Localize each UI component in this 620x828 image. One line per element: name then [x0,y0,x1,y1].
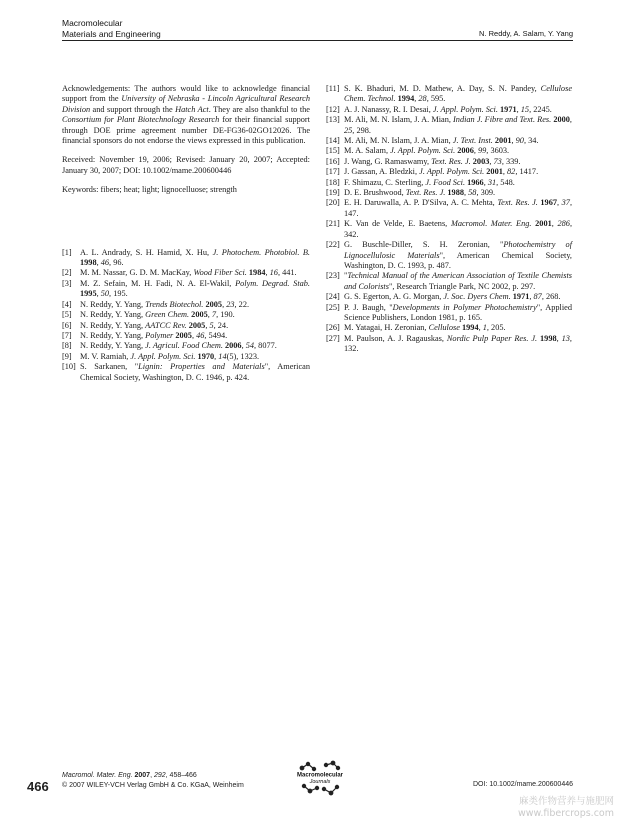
text-run: M. A. Salam, [344,146,391,156]
reference-number: [27] [326,333,340,343]
text-run: 23 [226,299,235,309]
reference-number: [13] [326,115,340,125]
received-dates: Received: November 19, 2006; Revised: January 20, 2007; Accepted: January 30, 2007; DOI: 10.1002/mame.200600446 [62,155,310,175]
text-run: 2005 [205,299,223,309]
reference-item [62,248,310,269]
acknowledgements [62,84,310,146]
text-run: Macromol. Mater. Eng. [450,219,532,229]
reference-item [326,292,572,302]
text-run: 1995 [80,289,97,299]
text-run: , [529,292,534,302]
text-run: ", Applied Science Publishers, London 1981, p. 165. [344,302,573,322]
text-run: 2005 [175,330,192,340]
text-run: , [96,258,101,268]
text-run: 1994 [397,94,415,104]
text-run: , [241,341,246,351]
reference-number: [24] [326,292,340,302]
text-run: 2005 [188,320,206,330]
text-run: , 3603. [486,146,510,156]
reference-number: [8] [62,341,72,351]
text-run: Acknowledgements: The authors would like to acknowledge financial support from the [62,84,310,104]
text-run: N. Reddy, Y. Yang, [80,320,146,330]
text-run: Cellulose [428,323,460,333]
text-run: , 8077. [254,341,277,351]
text-run: 25 [344,125,353,135]
text-run: S. K. Bhaduri, M. D. Mathew, A. Day, S. N. Pandey, [344,84,541,93]
text-run: 73 [493,156,502,166]
text-run: Technical Manual of the American Association of Textile Chemists and Colorists [344,271,572,291]
reference-item [62,310,310,320]
text-run: , 595. [426,94,446,104]
reference-number: [18] [326,177,340,187]
text-run: J. Appl. Polym. Sci. [432,104,498,114]
text-run: , 132. [344,333,572,354]
reference-item [326,323,572,333]
logo-text-line1: Macromolecular [296,772,344,779]
text-run: University of Nebraska - Lincoln Agricultural Research Division [62,94,310,114]
text-run: , 147. [344,198,573,218]
text-run: , 458–466 [165,772,197,779]
text-run: 292 [153,772,166,779]
text-run: M. Ali, M. N. Islam, J. A. Mian, [344,136,453,146]
text-run: , 22. [234,299,250,309]
journal-header [62,18,161,39]
text-run: J. Text. Inst. [452,136,493,146]
text-run: N. Reddy, Y. Yang, [80,310,146,320]
reference-list-left [62,248,310,383]
text-run: 1 [482,323,487,333]
text-run: 5 [209,320,214,330]
reference-item [326,105,572,115]
reference-number: [19] [326,188,340,198]
reference-number: [14] [326,136,340,146]
text-run: , [214,351,219,361]
text-run: M. Paulson, A. J. Ragauskas, [344,333,447,343]
reference-item [326,146,572,156]
text-run: , [207,310,212,320]
text-run: ", American Chemical Society, Washington, D. C. 1946, p. 424. [80,362,310,382]
text-run: , [551,219,558,229]
text-run: 46 [196,330,205,340]
running-authors: N. Reddy, A. Salam, Y. Yang [479,29,573,38]
text-run: Trends Biotechol. [145,299,204,309]
text-run: 87 [533,292,542,302]
text-run: 37 [561,198,570,208]
text-run: Green Chem. [145,310,190,320]
text-run: , [516,104,521,114]
reference-number: [6] [62,320,72,330]
text-run: , [569,115,572,125]
text-run: , [222,299,227,309]
reference-item [326,334,572,355]
reference-item [62,341,310,351]
reference-number: [5] [62,310,72,320]
page-number: 466 [27,779,49,794]
text-run: , [557,198,562,208]
reference-item [326,188,572,198]
text-run: N. Reddy, Y. Yang, [80,330,146,340]
reference-number: [11] [326,84,340,93]
text-run: G. S. Egerton, A. G. Morgan, [344,292,444,302]
text-run: A. J. Nanassy, R. I. Desai, [344,104,433,114]
text-run: 1998 [80,258,97,268]
reference-item [62,321,310,331]
text-run: , [205,320,210,330]
text-run: and support through the [90,104,176,114]
text-run: 54 [245,341,255,351]
text-run: ", Research Triangle Park, NC 2002, p. 297. [388,281,536,291]
text-run: 50 [100,289,110,299]
text-run: K. Van de Velde, E. Baetens, [344,219,451,229]
reference-item [326,157,572,167]
reference-item [62,352,310,362]
reference-number: [16] [326,156,340,166]
reference-number: [9] [62,351,72,361]
reference-number: [3] [62,278,72,288]
text-run: Indian J. Fibre and Text. Res. [453,115,552,125]
text-run: 2000 [553,115,570,125]
footer-citation [62,771,244,791]
text-run: 82 [507,167,516,177]
text-run: , 298. [352,125,371,135]
journal-citation [62,771,244,781]
text-run: J. Wang, G. Ramaswamy, [344,156,432,166]
text-run: , 342. [344,219,573,239]
text-run: M. Yatagai, H. Zeronian, [344,323,429,333]
text-run: P. J. Baugh, " [344,302,393,312]
text-run: M. Z. Sefain, M. H. Fadi, N. A. El-Wakil, [80,278,236,288]
text-run: 1971 [512,292,530,302]
reference-item [326,178,572,188]
reference-number: [21] [326,219,340,229]
copyright: © 2007 WILEY-VCH Verlag GmbH & Co. KGaA, Weinheim [62,782,244,789]
text-run: Photochemistry of Lignocellulosic Materials [344,240,572,260]
text-run: 13 [561,333,570,343]
text-run: , 195. [109,289,128,299]
reference-item [62,362,310,383]
watermark-line2: www.fibercrops.com [517,808,614,819]
text-run: 1994 [462,323,479,333]
reference-number: [2] [62,268,72,278]
text-run: J. Photochem. Photobiol. B. [212,247,310,257]
text-run: 16 [269,268,278,278]
reference-item [326,84,572,105]
text-run: N. Reddy, Y. Yang, [80,299,146,309]
text-run: 7 [211,310,217,320]
text-run: J. Food Sci. [425,177,466,187]
logo-text-line2: Journals [309,779,331,785]
text-run: , [478,323,483,333]
text-run: 2001 [486,167,503,177]
reference-item [326,240,572,271]
text-run: 90 [515,136,524,146]
text-run: E. H. Daruwalla, A. P. D'Silva, A. C. Mehta, [344,198,498,208]
text-run: 58 [468,188,477,198]
text-run: J. Agricul. Food Chem. [145,341,223,351]
text-run: , 309. [476,188,496,198]
reference-number: [20] [326,198,340,208]
reference-number: [1] [62,247,72,257]
text-run: Wood Fiber Sci. [193,268,247,278]
text-run: , [150,772,154,779]
text-run: for their financial support through DOE prime agreement number DE-FG36-02GO12026. The financial sponsors do not endorse the views expressed in this publication. [62,115,310,146]
text-run: 2003 [472,156,490,166]
text-run: , 5494. [204,330,228,340]
text-run: , [191,330,197,340]
reference-item [326,167,572,177]
text-run: 2005 [191,310,208,320]
text-run: 15 [520,104,530,114]
text-run: , [489,156,494,166]
text-run: Consortium for Plant Biotechnology Research [62,115,220,125]
text-run: 2001 [535,219,552,229]
text-run: Text. Res. J. [431,156,471,166]
keywords: Keywords: fibers; heat; light; lignocelluose; strength [62,185,237,195]
text-run: , 96. [109,258,124,268]
text-run: , 24. [213,320,229,330]
text-run: 1988 [447,188,464,198]
text-run: G. Buschle-Diller, S. H. Zeronian, " [344,240,504,250]
text-run: 1967 [540,198,557,208]
text-run: Hatch Act [175,104,209,114]
text-run: Polymer [145,330,174,340]
reference-item [326,198,572,219]
text-run: , [414,94,419,104]
reference-item [326,303,572,324]
text-run: " [344,271,348,281]
journal-name-line2: Materials and Engineering [62,28,161,39]
text-run: Polym. Degrad. Stab. [235,278,310,288]
text-run: , [511,136,516,146]
text-run: N. Reddy, Y. Yang, [80,341,146,351]
text-run: J. Gassan, A. Bledzki, [344,167,420,177]
text-run: , [96,289,101,299]
text-run: J. Appl. Polym. Sci. [130,351,196,361]
text-run: (5), 1323. [226,351,260,361]
text-run: , 34. [523,136,539,146]
text-run: , 548. [496,177,515,187]
text-run: M. Ali, M. N. Islam, J. A. Mian, [344,115,454,125]
text-run: 1998 [540,333,557,343]
reference-number: [22] [326,240,340,250]
reference-number: [7] [62,330,72,340]
text-run: Text. Res. J. [497,198,538,208]
header-rule [62,40,573,41]
text-run: 31 [487,177,497,187]
text-run: , 190. [216,310,235,320]
text-run: AATCC Rev. [145,320,187,330]
text-run: 46 [100,258,110,268]
reference-number: [12] [326,104,340,114]
left-column [62,84,310,383]
text-run: , [502,167,508,177]
text-run: 2007 [134,772,151,779]
text-run: 1984 [248,268,266,278]
text-run: 1966 [467,177,484,187]
reference-list-right [326,84,572,355]
text-run: A. L. Andrady, S. H. Hamid, X. Hu, [80,247,213,257]
text-run: S. Sarkanen, " [80,362,139,372]
text-run: J. Appl. Polym. Sci. [390,146,456,156]
reference-item [326,219,572,240]
reference-item [326,115,572,136]
text-run: , [556,333,562,343]
reference-item [62,300,310,310]
reference-number: [25] [326,302,340,312]
reference-item [326,136,572,146]
text-run: Cellulose Chem. Technol. [344,84,572,104]
text-run: D. E. Brushwood, [344,188,406,198]
reference-item [62,331,310,341]
text-run: 28 [418,94,427,104]
reference-number: [26] [326,323,340,333]
text-run: J. Appl. Polym. Sci. [419,167,485,177]
text-run: 14 [218,351,227,361]
text-run: , [483,177,488,187]
text-run: , 1417. [515,167,539,177]
reference-item [326,271,572,292]
text-run: 2006 [224,341,242,351]
text-run: 1971 [500,104,517,114]
text-run: 2006 [457,146,474,156]
text-run: 2001 [494,136,512,146]
text-run: , 268. [541,292,561,302]
reference-number: [15] [326,146,340,156]
text-run: Macromol. Mater. Eng. [62,772,133,779]
macromolecular-journals-logo [296,760,344,796]
reference-item [62,279,310,300]
text-run: M. V. Ramiah, [80,351,131,361]
right-column [326,84,572,355]
text-run: Text. Res. J. [405,188,446,198]
text-run: , 441. [277,268,297,278]
text-run: , 205. [486,323,506,333]
journal-name-line1: Macromolecular [62,18,123,28]
text-run: 1970 [197,351,215,361]
footer-doi: DOI: 10.1002/mame.200600446 [472,781,573,788]
text-run: 286 [557,219,570,229]
text-run: M. M. Nassar, G. D. M. MacKay, [80,268,194,278]
text-run: , [265,268,270,278]
text-run: J. Soc. Dyers Chem. [443,292,511,302]
text-run: F. Shimazu, C. Sterling, [344,177,426,187]
text-run: , 2245. [529,104,552,114]
reference-item [62,268,310,278]
text-run: Developments in Polymer Photochemistry [392,302,537,312]
reference-number: [23] [326,271,340,281]
text-run: Lignin: Properties and Materials [138,362,265,372]
text-run: . They are also thankful to the [208,104,310,114]
watermark-line1: 麻类作物营养与施肥网 [518,796,614,807]
reference-number: [17] [326,167,340,177]
text-run: , [464,188,469,198]
text-run: 99 [478,146,487,156]
text-run: , [473,146,478,156]
text-run: ", American Chemical Society, Washington, D. C. 1993, p. 487. [344,250,573,270]
text-run: Nordic Pulp Paper Res. J. [446,333,538,343]
reference-number: [4] [62,299,72,309]
reference-number: [10] [62,362,76,372]
watermark [518,796,614,820]
text-run: , 339. [501,156,521,166]
